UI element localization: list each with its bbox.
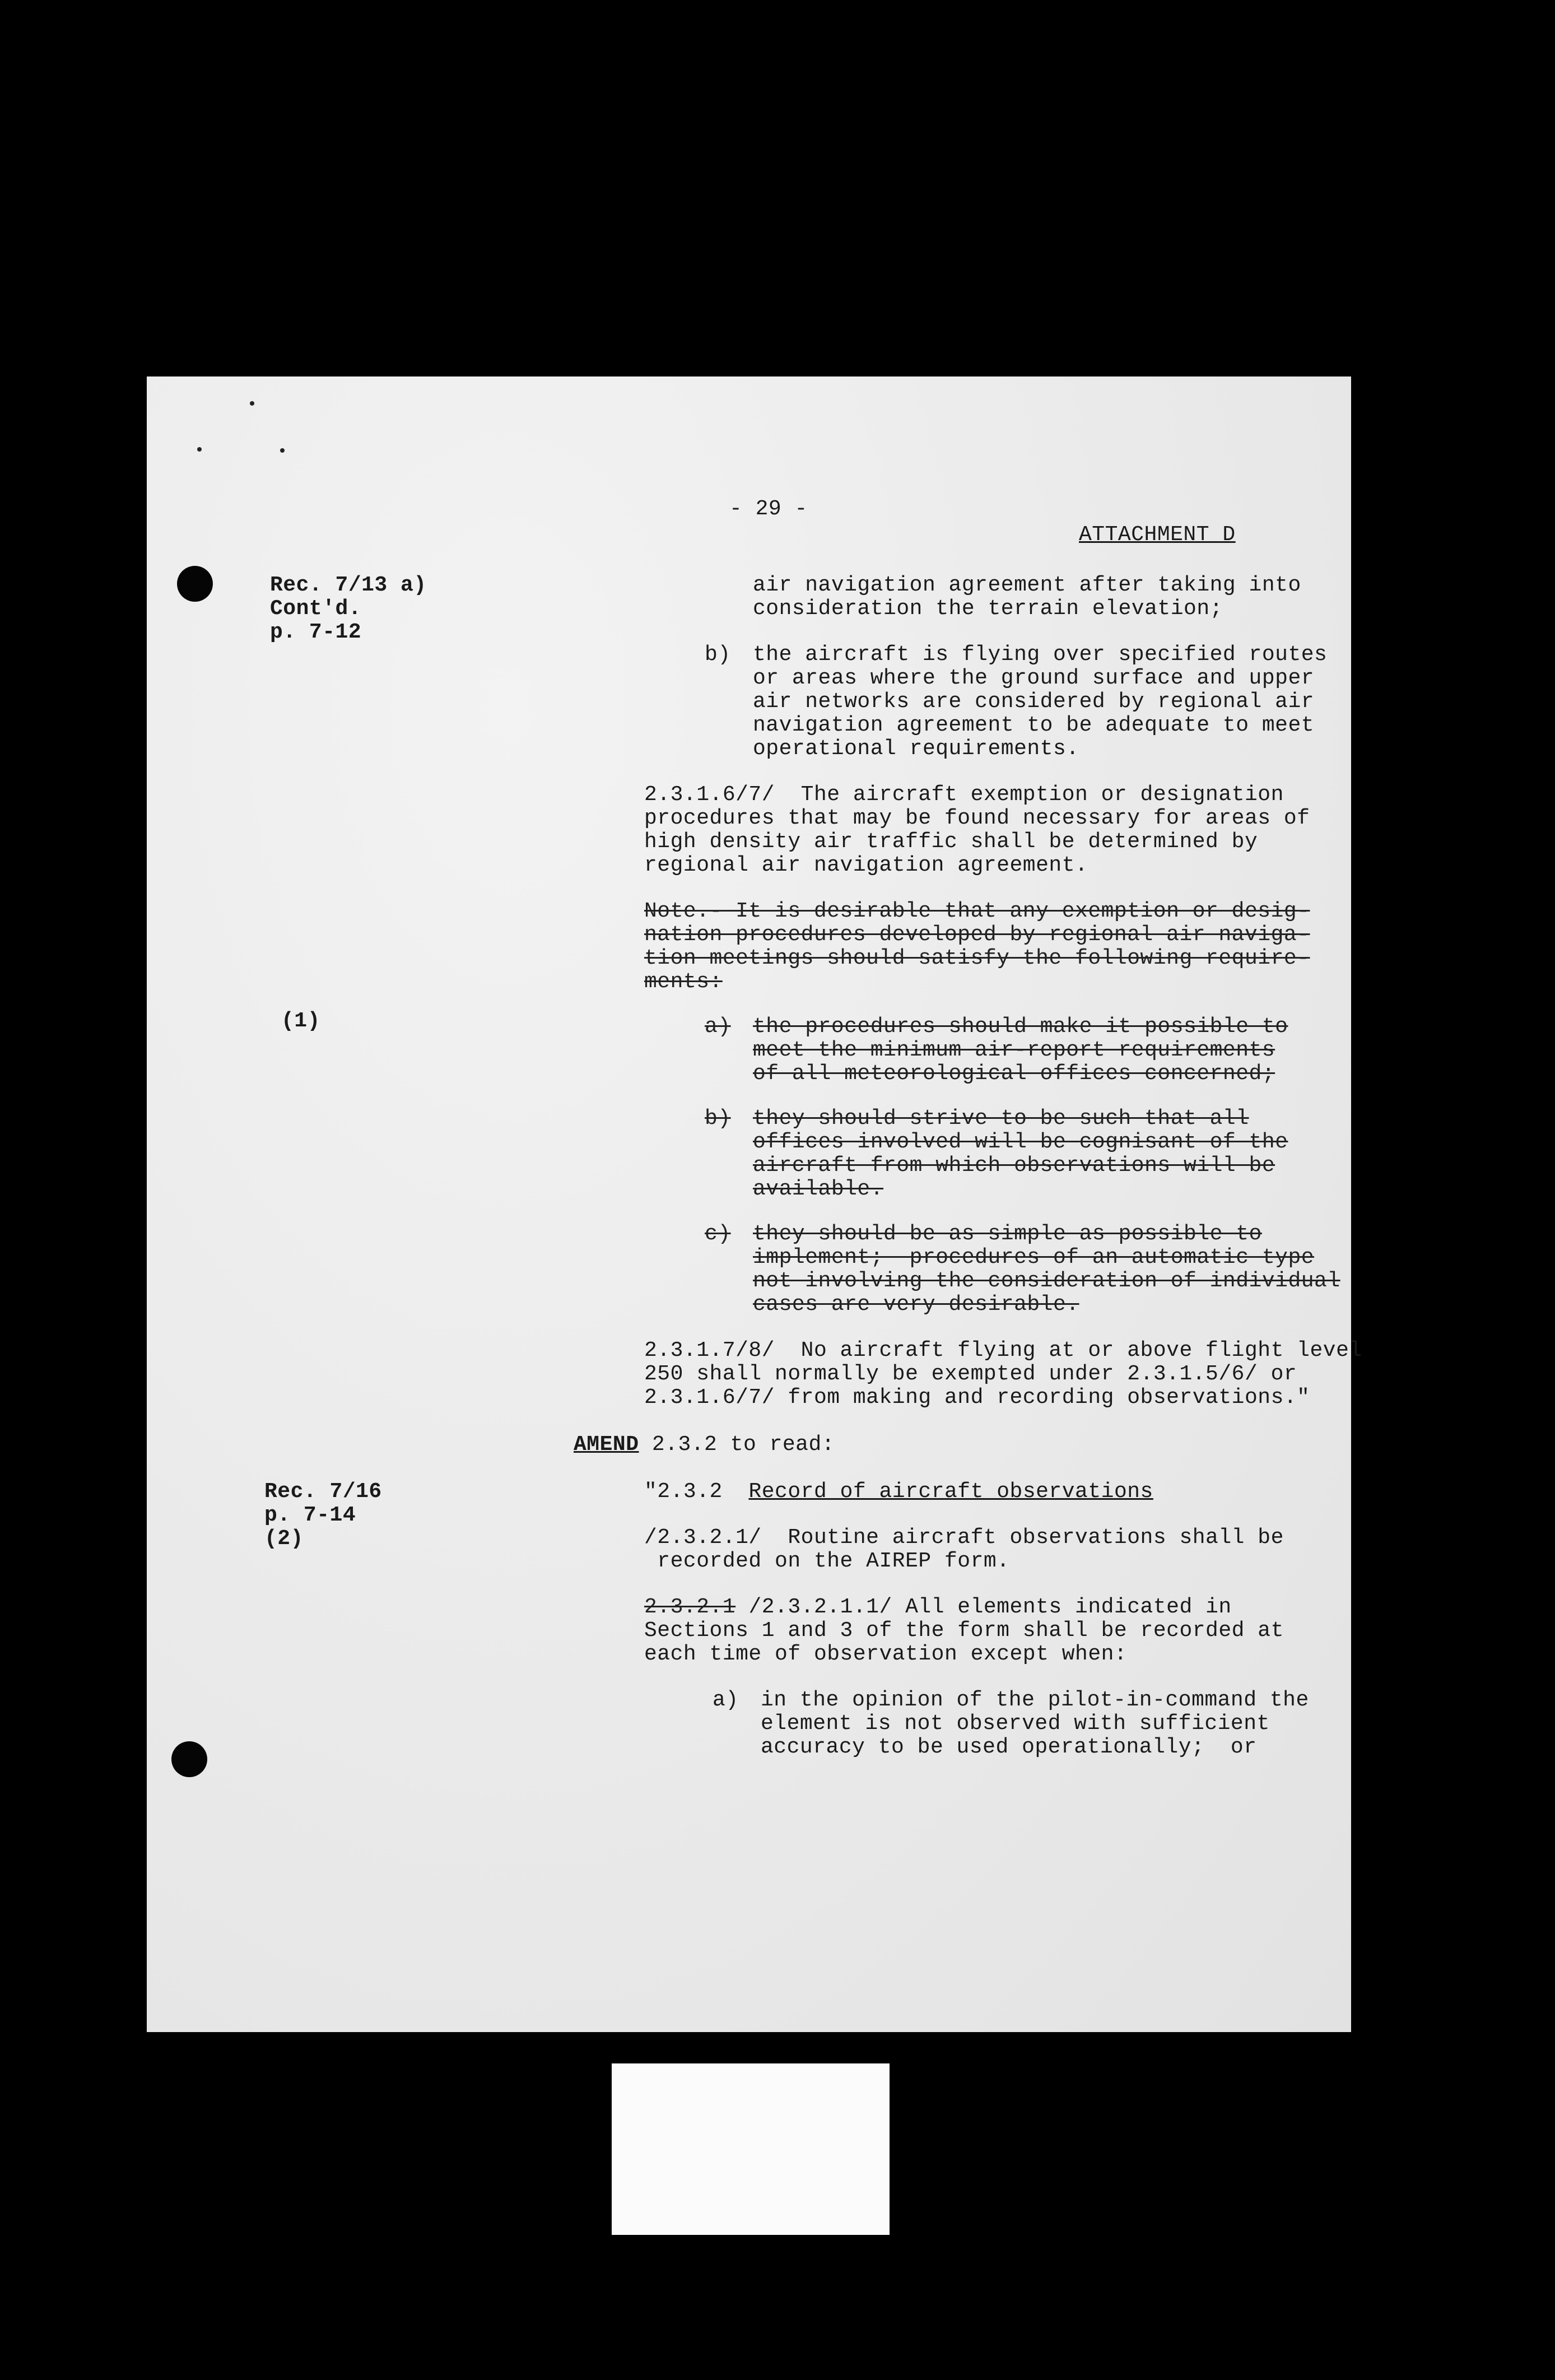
section-title: Record of aircraft observations <box>748 1480 1153 1504</box>
text-line: consideration the terrain elevation; <box>753 597 1223 621</box>
margin-rec-line: Rec. 7/16 <box>264 1480 382 1504</box>
text-line: air navigation agreement after taking into <box>753 573 1301 597</box>
struck-note-line: tion meetings should satisfy the following require- <box>644 946 1310 970</box>
text-line: each time of observation except when: <box>644 1642 1128 1666</box>
struck-note-line: of all meteorological offices concerned; <box>753 1062 1275 1086</box>
struck-note-line: ments: <box>644 970 723 994</box>
struck-note-line: available. <box>753 1177 884 1201</box>
amend-line <box>574 1433 835 1457</box>
amend-rest: 2.3.2 to read: <box>639 1433 835 1457</box>
text-line: accuracy to be used operationally; or <box>761 1735 1257 1759</box>
text-line: operational requirements. <box>753 737 1079 761</box>
text-line: procedures that may be found necessary for areas of <box>644 806 1310 830</box>
margin-note-marker: (1) <box>281 1009 320 1033</box>
speck <box>197 447 202 452</box>
text-line: regional air navigation agreement. <box>644 853 1088 877</box>
list-label: a) <box>713 1688 739 1712</box>
text-line: /2.3.2.1/ Routine aircraft observations shall be <box>644 1526 1284 1550</box>
struck-note-line: cases are very desirable. <box>753 1293 1079 1317</box>
punch-hole-top <box>177 566 213 602</box>
struck-note-line: they should be as simple as possible to <box>753 1222 1262 1246</box>
page-number: - 29 - <box>729 497 808 521</box>
struck-note-line: the procedures should make it possible to <box>753 1015 1288 1039</box>
text-span: /2.3.2.1.1/ All elements indicated in <box>735 1595 1232 1619</box>
list-label: b) <box>705 643 731 667</box>
section-heading <box>644 1480 1153 1504</box>
text-line: element is not observed with sufficient <box>761 1712 1270 1736</box>
margin-rec-line: Rec. 7/13 a) <box>270 573 427 597</box>
text-line <box>644 1596 1232 1619</box>
struck-note-line: offices involved will be cognisant of the <box>753 1130 1288 1154</box>
attachment-label: ATTACHMENT D <box>1079 523 1236 547</box>
text-line: recorded on the AIREP form. <box>644 1549 1010 1573</box>
struck-note-line: Note.- It is desirable that any exemption or desig- <box>644 899 1310 923</box>
struck-number: 2.3.2.1 <box>644 1595 736 1619</box>
margin-rec-line: p. 7-12 <box>270 620 362 644</box>
margin-rec-line: p. 7-14 <box>264 1503 356 1527</box>
text-line: in the opinion of the pilot-in-command the <box>761 1688 1309 1712</box>
text-line: 250 shall normally be exempted under 2.3.1.5/6/ or <box>644 1362 1297 1386</box>
struck-note-line: aircraft from which observations will be <box>753 1154 1275 1178</box>
text-line: or areas where the ground surface and upper <box>753 666 1315 690</box>
document-page <box>147 376 1362 2032</box>
struck-note-line: meet the minimum air-report requirements <box>753 1038 1275 1062</box>
blank-card <box>612 2063 890 2235</box>
speck <box>280 448 285 453</box>
struck-note-line: implement; procedures of an automatic type <box>753 1245 1315 1270</box>
struck-note-line: they should strive to be such that all <box>753 1107 1249 1131</box>
margin-rec-line: (2) <box>264 1527 304 1551</box>
punch-hole-bottom <box>171 1741 207 1777</box>
text-line: the aircraft is flying over specified routes <box>753 643 1328 667</box>
struck-note-line: not involving the consideration of individual <box>753 1269 1340 1293</box>
section-number: "2.3.2 <box>644 1480 749 1504</box>
text-line: 2.3.1.6/7/ from making and recording observations." <box>644 1386 1310 1410</box>
text-line: Sections 1 and 3 of the form shall be recorded at <box>644 1619 1284 1643</box>
text-line: 2.3.1.7/8/ No aircraft flying at or above flight level <box>644 1338 1362 1363</box>
text-line: navigation agreement to be adequate to meet <box>753 713 1315 737</box>
amend-word: AMEND <box>574 1433 639 1457</box>
margin-rec-line: Cont'd. <box>270 597 362 621</box>
text-line: air networks are considered by regional air <box>753 690 1315 714</box>
list-label: b) <box>705 1107 731 1131</box>
text-line: 2.3.1.6/7/ The aircraft exemption or designation <box>644 783 1284 807</box>
speck <box>250 401 254 406</box>
struck-note-line: nation procedures developed by regional air naviga- <box>644 923 1310 947</box>
list-label: a) <box>705 1015 731 1039</box>
text-line: high density air traffic shall be determined by <box>644 830 1258 854</box>
list-label: c) <box>705 1222 731 1246</box>
